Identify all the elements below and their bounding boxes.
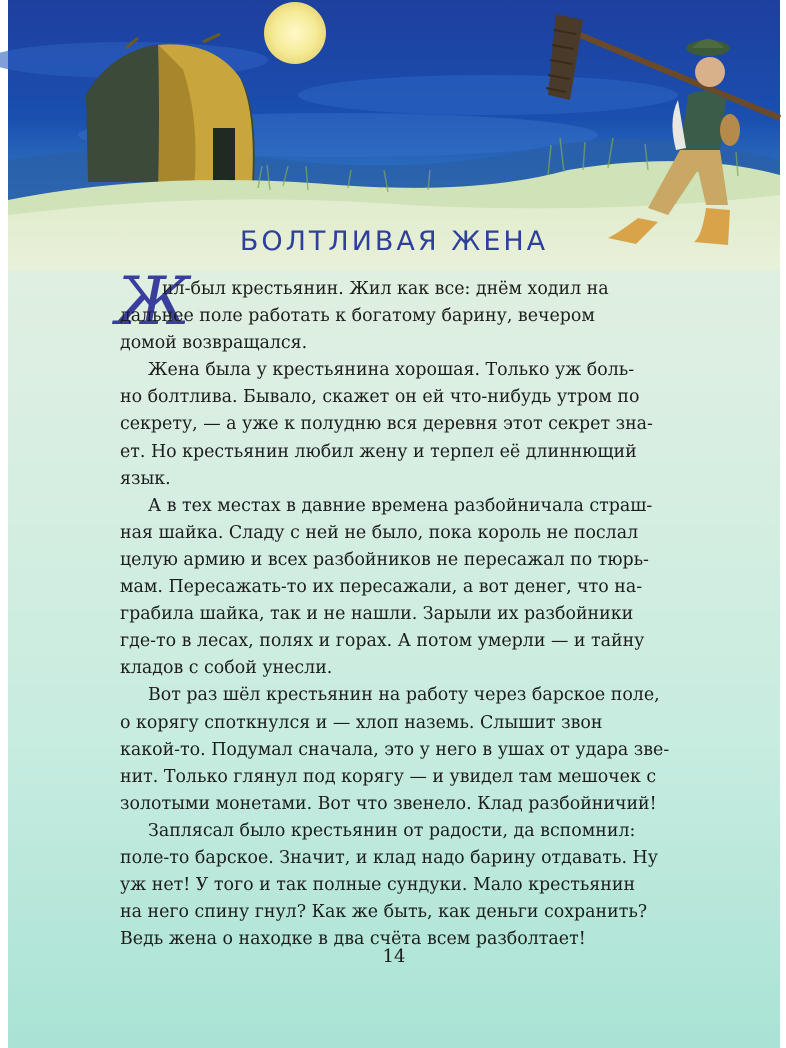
- text-line: о корягу споткнулся и — хлоп наземь. Слышит звон: [120, 712, 603, 733]
- text-line: кладов с собой унесли.: [120, 658, 333, 679]
- text-line: язык.: [120, 468, 171, 489]
- text-line: золотыми монетами. Вот что звенело. Клад разбойничий!: [120, 793, 657, 814]
- text-line: где-то в лесах, полях и горах. А потом умерли — и тайну: [120, 631, 645, 652]
- text-line: ная шайка. Сладу с ней не было, пока король не послал: [120, 522, 639, 543]
- story-text: [120, 276, 712, 953]
- text-line: на него спину гнул? Как же быть, как деньги сохранить?: [120, 902, 648, 923]
- text-line: А в тех местах в давние времена разбойничала страш-: [148, 495, 653, 516]
- svg-text:Ж: Ж: [115, 263, 191, 340]
- text-line: целую армию и всех разбойников не пересажал по тюрь-: [120, 549, 649, 570]
- text-line: ил-был крестьянин. Жил как все: днём ходил на: [162, 279, 609, 299]
- moon: [264, 2, 326, 64]
- book-page: [8, 0, 780, 1048]
- text-line: какой-то. Подумал сначала, это у него в ушах от удара зве-: [120, 739, 670, 760]
- text-line: нит. Только глянул под корягу — и увидел там мешочек с: [120, 766, 657, 787]
- text-line: грабила шайка, так и не нашли. Зарыли их разбойники: [120, 604, 634, 625]
- text-line: но болтлива. Бывало, скажет он ей что-нибудь утром по: [120, 387, 640, 408]
- text-line: Ведь жена о находке в два счёта всем разболтает!: [120, 929, 586, 950]
- text-line: дальнее поле работать к богатому барину, вечером: [120, 306, 595, 327]
- text-line: Заплясал было крестьянин от радости, да вспомнил:: [148, 820, 636, 841]
- text-line: уж нет! У того и так полные сундуки. Мало крестьянин: [120, 875, 636, 896]
- text-line: ет. Но крестьянин любил жену и терпел её длиннющий: [120, 441, 637, 462]
- text-line: поле-то барское. Значит, и клад надо барину отдавать. Ну: [120, 847, 658, 868]
- text-line: секрету, — а уже к полудню вся деревня этот секрет зна-: [120, 414, 653, 435]
- text-line: Вот раз шёл крестьянин на работу через барское поле,: [148, 685, 660, 706]
- text-line: Жена была у крестьянина хорошая. Только уж боль-: [148, 360, 635, 381]
- page-number: 14: [382, 946, 406, 967]
- text-line: мам. Пересажать-то их пересажали, а вот денег, что на-: [120, 577, 643, 598]
- text-line: домой возвращался.: [120, 333, 308, 354]
- story-title: БОЛТЛИВАЯ ЖЕНА: [239, 226, 549, 257]
